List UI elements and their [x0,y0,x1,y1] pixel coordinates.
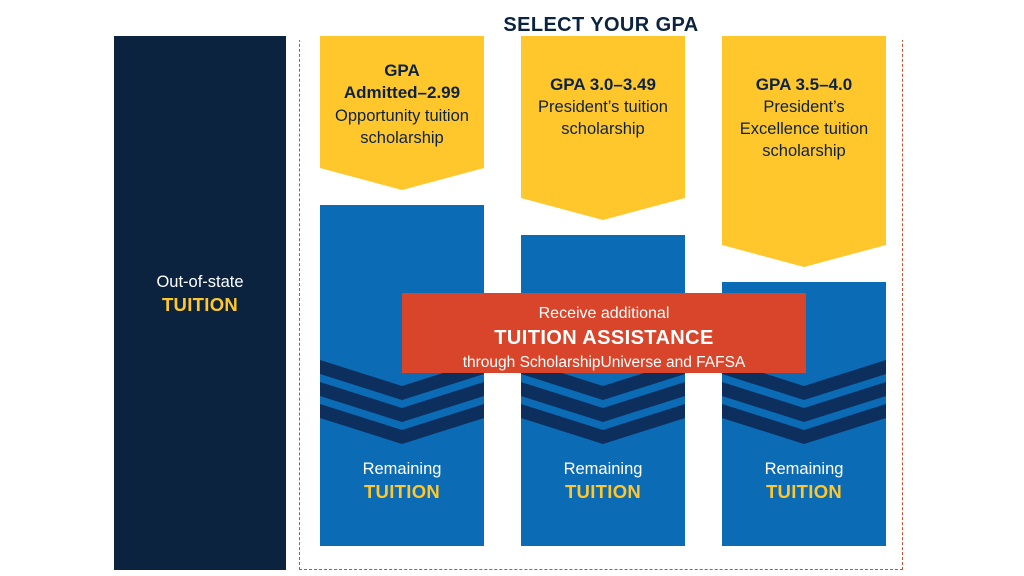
out-of-state-line2: TUITION [161,294,239,316]
remaining-line1: Remaining [362,459,442,478]
gpa-range-line1: GPA 3.5–4.0 [755,75,853,94]
scholarship-block [722,36,886,279]
remaining-line2: TUITION [564,480,642,502]
scholarship-name: President’s Excellence tuition scholarship [739,98,869,160]
gpa-range-label [521,74,685,96]
assistance-line3: through ScholarshipUniverse and FAFSA [462,354,746,372]
remaining-tuition-block [521,235,685,546]
scholarship-text [722,36,886,163]
chevron-down-icon [722,245,886,279]
remaining-tuition-block [320,205,484,546]
assistance-line1: Receive additional [538,305,670,322]
remaining-line2: TUITION [765,480,843,502]
chevron-down-icon [320,168,484,202]
remaining-tuition-label [722,459,886,504]
chevron-down-icon [521,198,685,232]
gpa-range-line2: Admitted–2.99 [343,83,461,103]
out-of-state-tuition-label [114,271,286,318]
scholarship-block [320,36,484,202]
gpa-range-line1: GPA 3.0–3.49 [550,75,656,94]
tuition-assistance-banner [402,293,806,373]
assistance-line2: TUITION ASSISTANCE [494,327,714,350]
out-of-state-line1: Out-of-state [156,273,244,291]
remaining-line1: Remaining [764,459,844,478]
gpa-range-label [722,74,886,96]
out-of-state-tuition-bar [114,36,286,570]
scholarship-block [521,36,685,232]
scholarship-text [320,36,484,149]
remaining-tuition-label [320,459,484,504]
gpa-range-line1: GPA [384,61,420,80]
remaining-line2: TUITION [363,480,441,502]
remaining-line1: Remaining [563,459,643,478]
gpa-range-label [320,60,484,105]
scholarship-name: President’s tuition scholarship [538,98,668,139]
remaining-tuition-label [521,459,685,504]
select-your-gpa-title: SELECT YOUR GPA [299,12,903,40]
scholarship-text [521,36,685,141]
scholarship-name: Opportunity tuition scholarship [335,106,469,147]
